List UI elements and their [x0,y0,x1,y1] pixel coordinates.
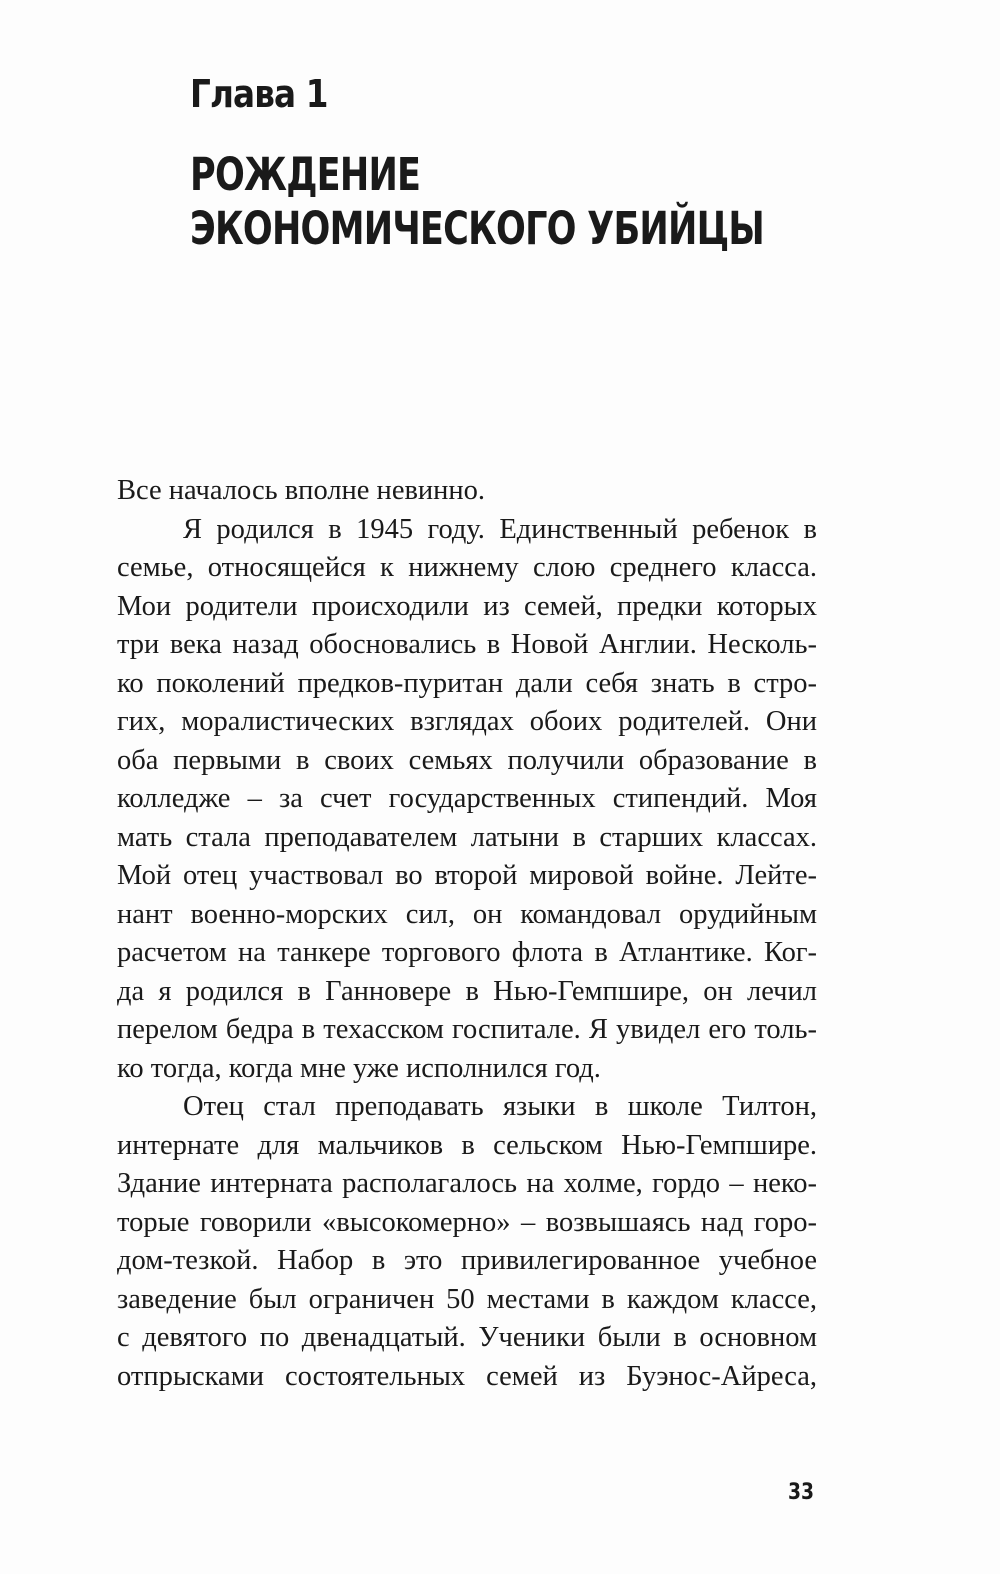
text-line: перелом бедра в техасском госпитале. Я увидел его толь- [117,1014,817,1045]
text-line: оба первыми в своих семьях получили образование в [117,744,817,776]
text-line: Здание интерната располагалось на холме, гордо – неко- [117,1168,817,1199]
text-line: да я родился в Ганновере в Нью-Гемпшире, он лечил [117,975,817,1007]
text-line: колледже – за счет государственных стипендий. Моя [117,783,817,814]
chapter-title [190,148,764,256]
chapter-title-line-1: РОЖДЕНИЕ [190,148,421,201]
text-line: семье, относящейся к нижнему слою среднего класса. [117,552,817,583]
text-line: заведение был ограничен 50 местами в каждом классе, [117,1283,817,1315]
text-line: ко тогда, когда мне уже исполнился год. [117,1052,601,1084]
text-line: Мои родители происходили из семей, предки которых [117,590,817,622]
text-line: Мой отец участвовал во второй мировой войне. Лейте- [117,860,817,891]
chapter-title-line-2: ЭКОНОМИЧЕСКОГО УБИЙЦЫ [190,202,764,255]
text-line: нант военно-морских сил, он командовал орудийным [117,898,817,930]
text-line: Отец стал преподавать языки в школе Тилтон, [183,1091,817,1122]
text-line: три века назад обосновались в Новой Англии. Несколь- [117,629,817,660]
text-line: торые говорили «высокомерно» – возвышаясь над горо- [117,1206,817,1238]
body-text [117,472,817,1396]
text-line: расчетом на танкере торгового флота в Атлантике. Ког- [117,937,817,968]
text-line: гих, моралистических взглядах обоих родителей. Они [117,706,817,737]
page-number: 33 [788,1480,815,1505]
text-line: ко поколений предков-пуритан дали себя знать в стро- [117,667,817,699]
text-line: Я родился в 1945 году. Единственный ребенок в [183,513,817,545]
text-line: отпрысками состоятельных семей из Буэнос-Айреса, [117,1360,817,1392]
text-line: с девятого по двенадцатый. Ученики были в основном [117,1322,817,1353]
text-line: дом-тезкой. Набор в это привилегированное учебное [117,1245,817,1276]
text-line: интернате для мальчиков в сельском Нью-Гемпшире. [117,1129,817,1161]
chapter-label: Глава 1 [190,72,328,116]
text-line: Все началось вполне невинно. [117,475,486,506]
text-line: мать стала преподавателем латыни в старших классах. [117,821,817,853]
